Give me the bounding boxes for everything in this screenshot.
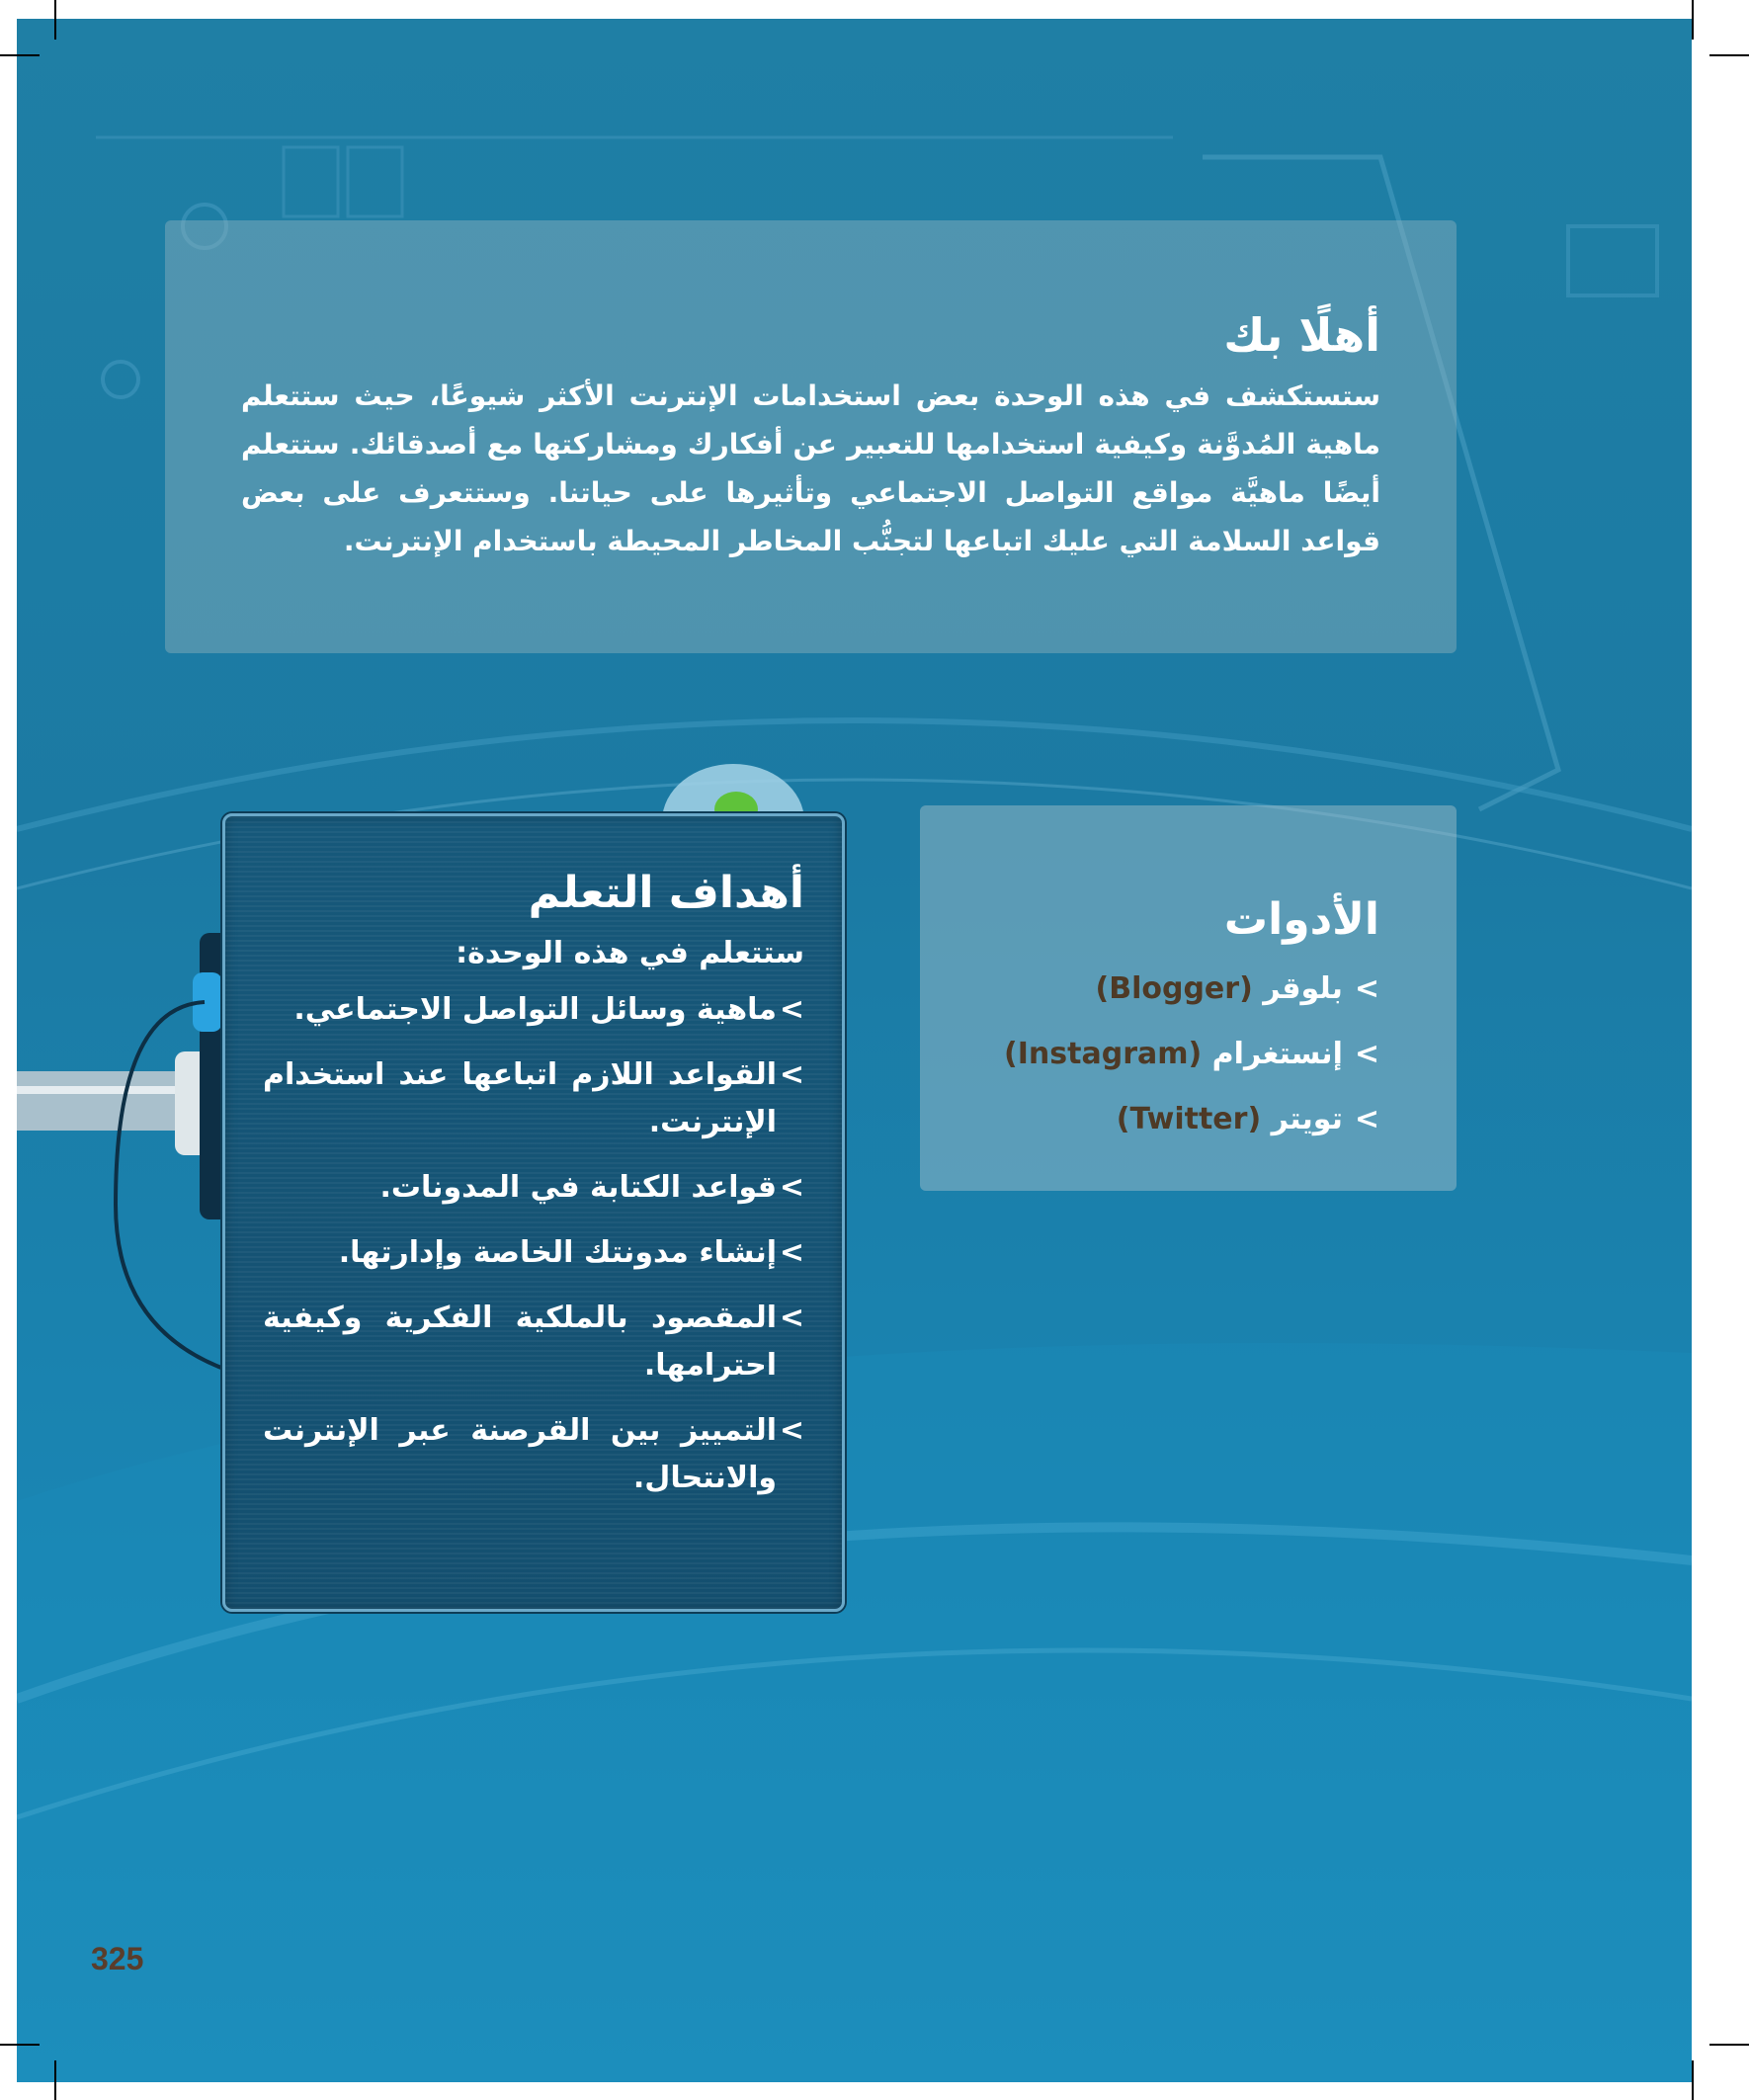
bullet-arrow-icon: > (1354, 1101, 1379, 1136)
tool-name-arabic: بلوقر (1263, 970, 1343, 1006)
goal-text: إنشاء مدونتك الخاصة وإدارتها. (338, 1234, 777, 1270)
page-number: 325 (91, 1941, 144, 1976)
tool-name-latin: (Twitter) (1116, 1101, 1262, 1136)
tool-name-arabic: تويتر (1271, 1101, 1343, 1136)
goal-item (263, 1164, 804, 1212)
bullet-arrow-icon: > (1354, 970, 1379, 1006)
goal-text: التمييز بين القرصنة عبر الإنترنت والانتحال. (263, 1412, 777, 1495)
goals-title: أهداف التعلم (528, 868, 804, 918)
tool-item-blogger (959, 957, 1379, 1022)
learning-goals-panel (222, 813, 845, 1612)
bullet-arrow-icon: > (779, 1234, 804, 1270)
bullet-arrow-icon: > (779, 1412, 804, 1448)
bullet-arrow-icon: > (779, 1169, 804, 1205)
bullet-arrow-icon: > (779, 1056, 804, 1092)
welcome-panel (165, 220, 1457, 653)
tools-list (959, 957, 1379, 1152)
goals-intro: ستتعلم في هذه الوحدة: (456, 935, 804, 970)
tools-title: الأدوات (1223, 894, 1379, 945)
goal-item (263, 1407, 804, 1502)
goal-text: المقصود بالملكية الفكرية وكيفية احترامها. (263, 1300, 777, 1383)
goal-item (263, 986, 804, 1034)
goal-text: قواعد الكتابة في المدونات. (379, 1169, 777, 1205)
goal-item (263, 1051, 804, 1146)
tools-panel (920, 805, 1457, 1191)
goal-text: القواعد اللازم اتباعها عند استخدام الإنترنت. (263, 1056, 777, 1139)
bullet-arrow-icon: > (1354, 1036, 1379, 1071)
tool-name-latin: (Instagram) (1004, 1036, 1203, 1071)
tool-name-arabic: إنستغرام (1211, 1036, 1343, 1071)
bullet-arrow-icon: > (779, 1300, 804, 1335)
tool-name-latin: (Blogger) (1095, 970, 1253, 1006)
goals-list (263, 986, 804, 1502)
welcome-title: أهلًا بك (1223, 308, 1380, 362)
tool-item-twitter (959, 1087, 1379, 1152)
goal-text: ماهية وسائل التواصل الاجتماعي. (293, 991, 777, 1027)
goal-item (263, 1229, 804, 1277)
welcome-body: ستستكشف في هذه الوحدة بعض استخدامات الإنترنت الأكثر شيوعًا، حيث ستتعلم ماهية المُدوَّنة وكيفية استخدامها للتعبير عن أفكارك ومشاركتها مع أصدقائك. ستتعلم أيضًا ماهيَّة مواقع التواصل الاجتماعي وتأثيرها على حياتنا. وستتعرف على بعض قواعد السلامة التي عليك اتباعها لتجنُّب المخاطر المحيطة باستخدام الإنترنت. (241, 378, 1380, 557)
bullet-arrow-icon: > (779, 991, 804, 1027)
tool-item-instagram (959, 1022, 1379, 1087)
goal-item (263, 1295, 804, 1389)
